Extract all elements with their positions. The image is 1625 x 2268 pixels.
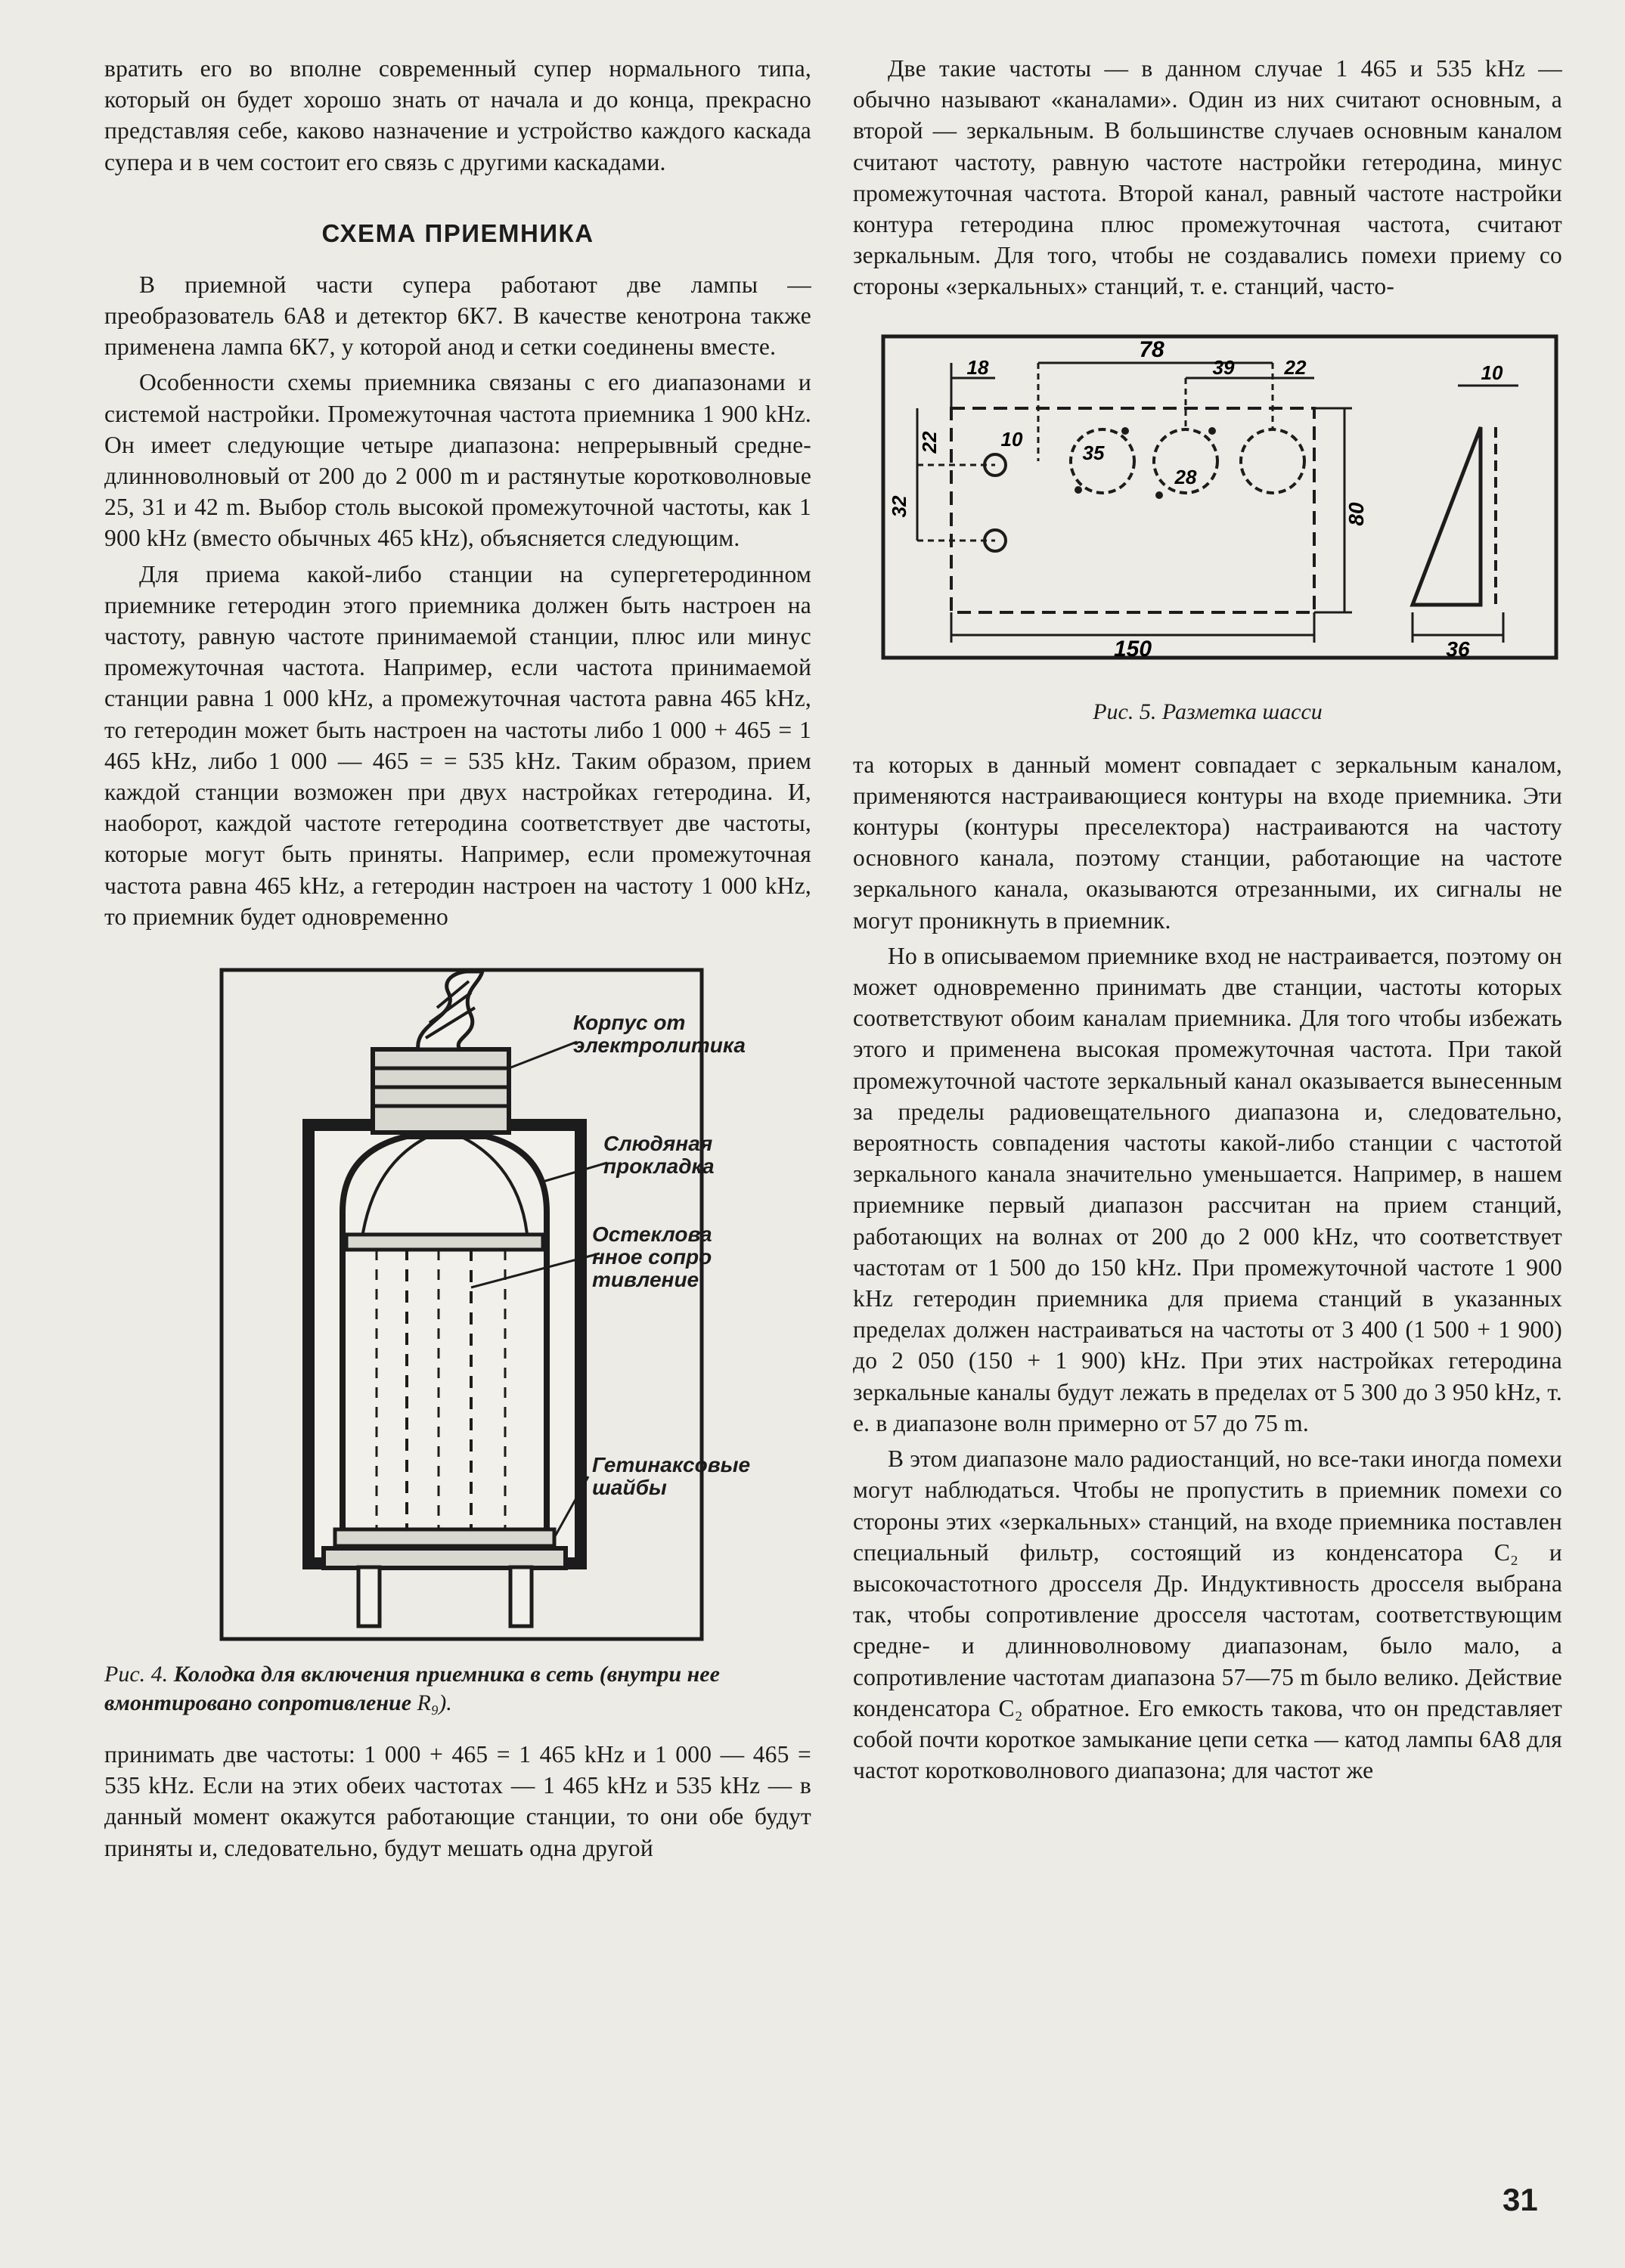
- cap-neck: [373, 1049, 509, 1132]
- right-after-figure-paragraph-1: та которых в данный момент совпадает с зеркальным каналом, применяются настраивающиеся контуры на входе приемника. Эти контуры (контуры преселектора) настраиваются на частоту основного канала, поэтому станции, работающие на частоте зеркального канала, оказываются отрезанными, их сигналы не могут проникнуть в приемник.: [853, 751, 1562, 934]
- figure-5-caption: Рис. 5. Разметка шасси: [1093, 699, 1323, 724]
- dim-28: 28: [1174, 465, 1197, 488]
- dim-22-top: 22: [1284, 355, 1307, 379]
- dim-10-hole: 10: [1000, 427, 1023, 451]
- figure-5-illustration: [853, 333, 1562, 688]
- body-paragraph-3: Для приема какой-либо станции на супергетеродинном приемнике гетеродин этого приемника должен быть настроен на частоту, равную частоте принимаемой станции, плюс или минус промежуточная частота. Например, если частота принимаемой станции равна 1 000 kHz, а промежуточная частота равна 465 kHz, то гетеродин может быть настроен на частоты либо 1 000 + 465 = 1 465 kHz, либо 1 000 — 465 = = 535 kHz. Таким образом, прием каждой станции возможен при двух настройках гетеродина. И, наоборот, каждой частоте гетеродина соответствует две частоты, которые могут быть приняты. Например, если промежуточная частота равна 465 kHz, а гетеродин настроен на частоту 1 000 kHz, то приемник будет одновременно: [104, 560, 811, 930]
- dim-78: 78: [1139, 336, 1164, 362]
- dim-36: 36: [1446, 637, 1470, 661]
- label-resistor: Остеклованное сопротивление: [592, 1222, 712, 1292]
- figure-4-caption-text: Колодка для включения приемника в сеть (внутри нее вмонтировано сопротивление: [104, 1662, 720, 1716]
- figure-5: [853, 333, 1562, 727]
- label-case: Корпус от электролитика: [573, 1011, 746, 1058]
- tube-socket-3: [1241, 429, 1304, 493]
- right-after-figure-paragraph-2: Но в описываемом приемнике вход не настраивается, поэтому он может одновременно принимать две станции, частоты которых соответствуют обоим каналам приемника. Для того чтобы избежать этого и применена высокая промежуточная частота. При такой промежуточной частоте зеркальный канал оказывается вынесенным за пределы радиовещательного диапазона и, следовательно, вероятность совпадения частоты какой-либо станции с частотой зеркального канала значительно уменьшается. Например, в нашем приемнике первый диапазон рассчитан на прием станций, работающих на волнах от 200 до 2 000 kHz, что соответствует частотам от 1 500 до 150 kHz. При промежуточной частоте 1 900 kHz гетеродин приемника для приема станций в указанных пределах должен настраиваться на частоты от 3 400 (1 500 + 1 900) до 2 050 (150 + 1 900) kHz. При этих настройках гетеродина зеркальные каналы будут лежать в пределах от 5 300 до 3 950 kHz, т. е. в диапазоне волн примерно от 57 до 75 m.: [853, 942, 1562, 1436]
- figure-4-illustration: [104, 962, 811, 1643]
- dim-32: 32: [888, 495, 910, 518]
- dim-10-side: 10: [1481, 361, 1503, 384]
- section-heading: СХЕМА ПРИЕМНИКА: [321, 218, 594, 247]
- plug-pin-left: [358, 1567, 380, 1626]
- dim-80: 80: [1344, 502, 1368, 526]
- label-washers: Гетинаксовые шайбы: [592, 1453, 751, 1500]
- side-bracket: [1413, 427, 1481, 605]
- figure-4-caption: [104, 1660, 811, 1718]
- electrolytic-case: [309, 1125, 581, 1563]
- getinax-washer-lower: [324, 1548, 566, 1568]
- label-mica: Слюдяная прокладка: [603, 1132, 715, 1179]
- after-figure-paragraph: принимать две частоты: 1 000 + 465 = 1 465 kHz и 1 000 — 465 = 535 kHz. Если на этих обеих частотах — 1 465 kHz и 535 kHz — в данный момент окажутся работающие станции, то они обе будут приняты и, следовательно, будут мешать одна другой: [104, 1741, 811, 1861]
- mica-washer: [346, 1235, 543, 1250]
- body-paragraph-2: Особенности схемы приемника связаны с его диапазонами и системой настройки. Промежуточная частота приемника 1 900 kHz. Он имеет следующие четыре диапазона: непрерывный средне-длинноволновый от 200 до 2 000 m и растянутые коротковолновые 25, 31 и 42 m. Выбор столь высокой промежуточной частоты, как 1 900 kHz (вместо обычных 465 kHz), объясняется следующим.: [104, 369, 811, 552]
- intro-paragraph: вратить его во вполне современный супер нормального типа, который он будет хорошо знать от начала и до конца, прекрасно представляя себе, каково назначение и устройство каждого каскада супера и в чем состоит его связь с другими каскадами.: [104, 55, 811, 175]
- right-column: [853, 53, 1562, 1786]
- figure-4: [104, 962, 811, 1647]
- body-paragraph-1: В приемной части супера работают две лампы — преобразователь 6А8 и детектор 6К7. В качестве кенотрона также применена лампа 6К7, у которой анод и сетки соединены вместе.: [104, 271, 811, 361]
- page-number: 31: [1503, 2182, 1538, 2217]
- dim-22-left: 22: [918, 431, 941, 454]
- right-top-paragraph: Две такие частоты — в данном случае 1 465 и 535 kHz — обычно называют «каналами». Один из них считают основным, а второй — зеркальным. В большинстве случаев основным каналом считают частоту, равную частоте настройки гетеродина, минус промежуточная частота. Второй канал, равный частоте настройки контура гетеродина плюс промежуточная частота, считают зеркальным. Для того, чтобы не создавались помехи приему со стороны «зеркальных» станций, т. е. станций, часто-: [853, 55, 1562, 300]
- dim-35: 35: [1082, 441, 1105, 464]
- figure-4-caption-symbol: R₉).: [417, 1690, 452, 1716]
- dim-150: 150: [1113, 636, 1152, 662]
- figure-4-caption-prefix: Рис. 4.: [104, 1662, 169, 1687]
- left-column: [104, 53, 811, 1864]
- dim-39: 39: [1212, 355, 1235, 379]
- getinax-washer-upper: [335, 1529, 554, 1546]
- plug-pin-right: [510, 1567, 532, 1626]
- right-after-figure-paragraph-3: В этом диапазоне мало радиостанций, но все-таки иногда помехи могут наблюдаться. Чтобы не пропустить в приемник помехи со стороны этих «зеркальных» станций, на входе приемника поставлен специальный фильтр, состоящий из конденсатора С₂ и высокочастотного дросселя Др. Индуктивность дросселя выбрана так, чтобы сопротивление дросселя частотам, соответствующим средне- и длинноволновому диапазонам, было мало, а сопротивление частотам диапазона 57—75 m было велико. Действие конденсатора С₂ обратное. Его емкость такова, что он представляет собой почти короткое замыкание цепи сетка — катод лампы 6А8 для частот коротковолнового диапазона; для частот же: [853, 1445, 1562, 1784]
- dim-18: 18: [966, 355, 989, 379]
